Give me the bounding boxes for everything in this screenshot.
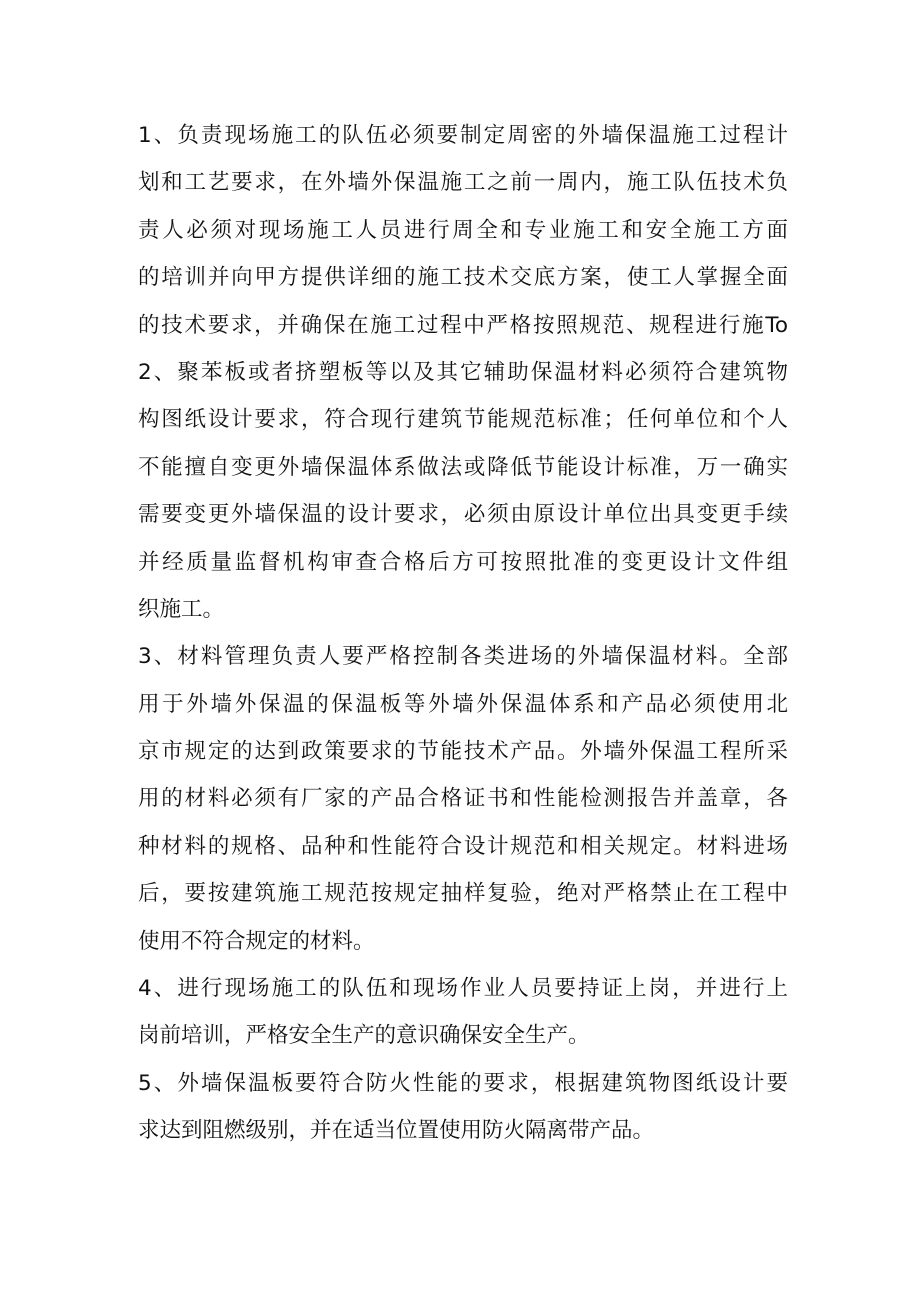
text-line: 京市规定的达到政策要求的节能技术产品。外墙外保温工程所采 <box>138 739 788 765</box>
text-line: 5、外墙保温板要符合防火性能的要求，根据建筑物图纸设计要 <box>138 1070 788 1096</box>
paragraph-1 <box>138 112 788 349</box>
text-line: 用的材料必须有厂家的产品合格证书和性能检测报告并盖章，各 <box>138 786 788 812</box>
text-line: 1、负责现场施工的队伍必须要制定周密的外墙保温施工过程计 <box>138 123 788 148</box>
paragraph-3 <box>138 633 788 965</box>
text-line: 4、进行现场施工的队伍和现场作业人员要持证上岗，并进行上 <box>138 976 788 1002</box>
text-line: 使用不符合规定的材料。 <box>138 928 375 954</box>
text-line: 岗前培训，严格安全生产的意识确保安全生产。 <box>138 1023 590 1049</box>
paragraph-5 <box>138 1060 788 1155</box>
text-line: 的技术要求，并确保在施工过程中严格按照规范、规程进行施To <box>138 312 788 338</box>
text-line: 种材料的规格、品种和性能符合设计规范和相关规定。材料进场 <box>138 833 788 859</box>
text-line: 划和工艺要求，在外墙外保温施工之前一周内，施工队伍技术负 <box>138 170 788 196</box>
text-line: 后，要按建筑施工规范按规定抽样复验，绝对严格禁止在工程中 <box>138 881 788 907</box>
text-line: 求达到阻燃级别，并在适当位置使用防火隔离带产品。 <box>138 1118 655 1144</box>
text-line: 构图纸设计要求，符合现行建筑节能规范标准；任何单位和个人 <box>138 407 788 433</box>
text-line: 不能擅自变更外墙保温体系做法或降低节能设计标准，万一确实 <box>138 454 788 480</box>
text-line: 的培训并向甲方提供详细的施工技术交底方案，使工人掌握全面 <box>138 265 788 291</box>
text-line: 用于外墙外保温的保温板等外墙外保温体系和产品必须使用北 <box>138 691 788 717</box>
text-line: 2、聚苯板或者挤塑板等以及其它辅助保温材料必须符合建筑物 <box>138 359 788 385</box>
text-line: 3、材料管理负责人要严格控制各类进场的外墙保温材料。全部 <box>138 644 788 670</box>
document-body <box>138 112 788 1155</box>
paragraph-4 <box>138 965 788 1060</box>
paragraph-2 <box>138 349 788 633</box>
text-line: 责人必须对现场施工人员进行周全和专业施工和安全施工方面 <box>138 217 788 243</box>
text-line: 织施工。 <box>138 596 225 622</box>
text-line: 需要变更外墙保温的设计要求，必须由原设计单位出具变更手续 <box>138 502 788 528</box>
text-line: 并经质量监督机构审查合格后方可按照批准的变更设计文件组 <box>138 549 788 575</box>
